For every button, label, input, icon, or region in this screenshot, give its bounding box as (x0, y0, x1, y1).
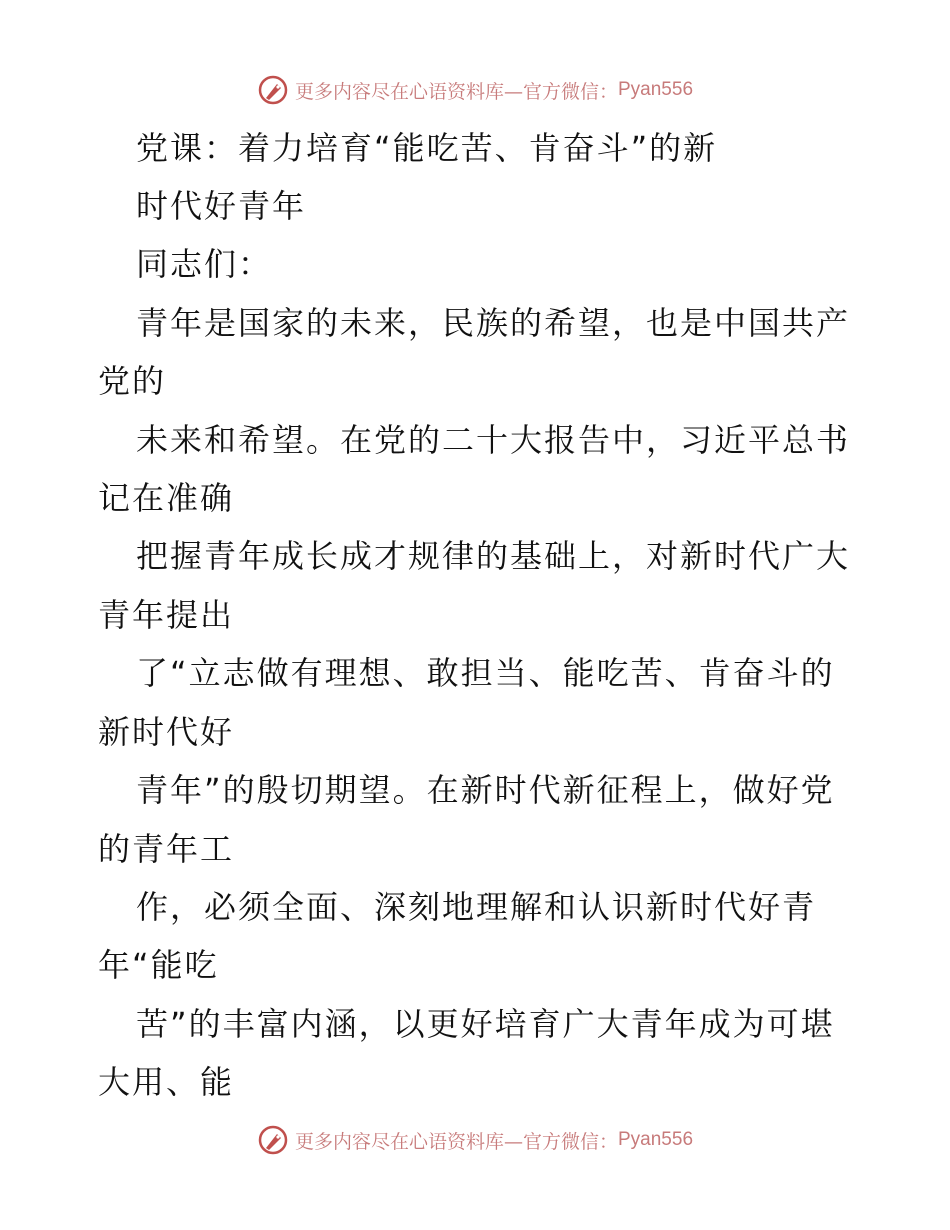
footer-watermark (0, 1120, 950, 1160)
body-line: 的青年工 (98, 830, 235, 868)
title-line-2: 时代好青年 (136, 187, 307, 225)
body-line: 年“能吃 (98, 946, 219, 984)
title-line-1: 党课：着力培育“能吃苦、肯奋斗”的新 (136, 129, 718, 167)
header-watermark (0, 70, 950, 110)
salutation: 同志们： (136, 245, 273, 283)
body-line: 青年是国家的未来，民族的希望，也是中国共产 (136, 304, 851, 342)
watermark-text: 更多内容尽在心语资料库—官方微信： (294, 1130, 618, 1153)
body-line: 把握青年成长成才规律的基础上，对新时代广大 (136, 537, 851, 575)
body-line: 记在准确 (98, 479, 235, 517)
body-line: 党的 (98, 362, 167, 400)
watermark-wechat-id: Pyan556 (618, 79, 694, 100)
body-line: 苦”的丰富内涵，以更好培育广大青年成为可堪 (136, 1005, 835, 1043)
body-line: 了“立志做有理想、敢担当、能吃苦、肯奋斗的 (136, 654, 835, 692)
watermark-text: 更多内容尽在心语资料库—官方微信： (294, 80, 618, 103)
body-line: 新时代好 (98, 713, 235, 751)
pen-nib-circle-icon (257, 1124, 289, 1156)
watermark-wechat-id: Pyan556 (618, 1129, 694, 1150)
body-line: 作，必须全面、深刻地理解和认识新时代好青 (136, 888, 817, 926)
body-line: 青年提出 (98, 596, 235, 634)
body-line: 大用、能 (98, 1063, 235, 1101)
body-line: 青年”的殷切期望。在新时代新征程上，做好党 (136, 771, 835, 809)
body-line: 未来和希望。在党的二十大报告中，习近平总书 (136, 421, 851, 459)
pen-nib-circle-icon (257, 74, 289, 106)
